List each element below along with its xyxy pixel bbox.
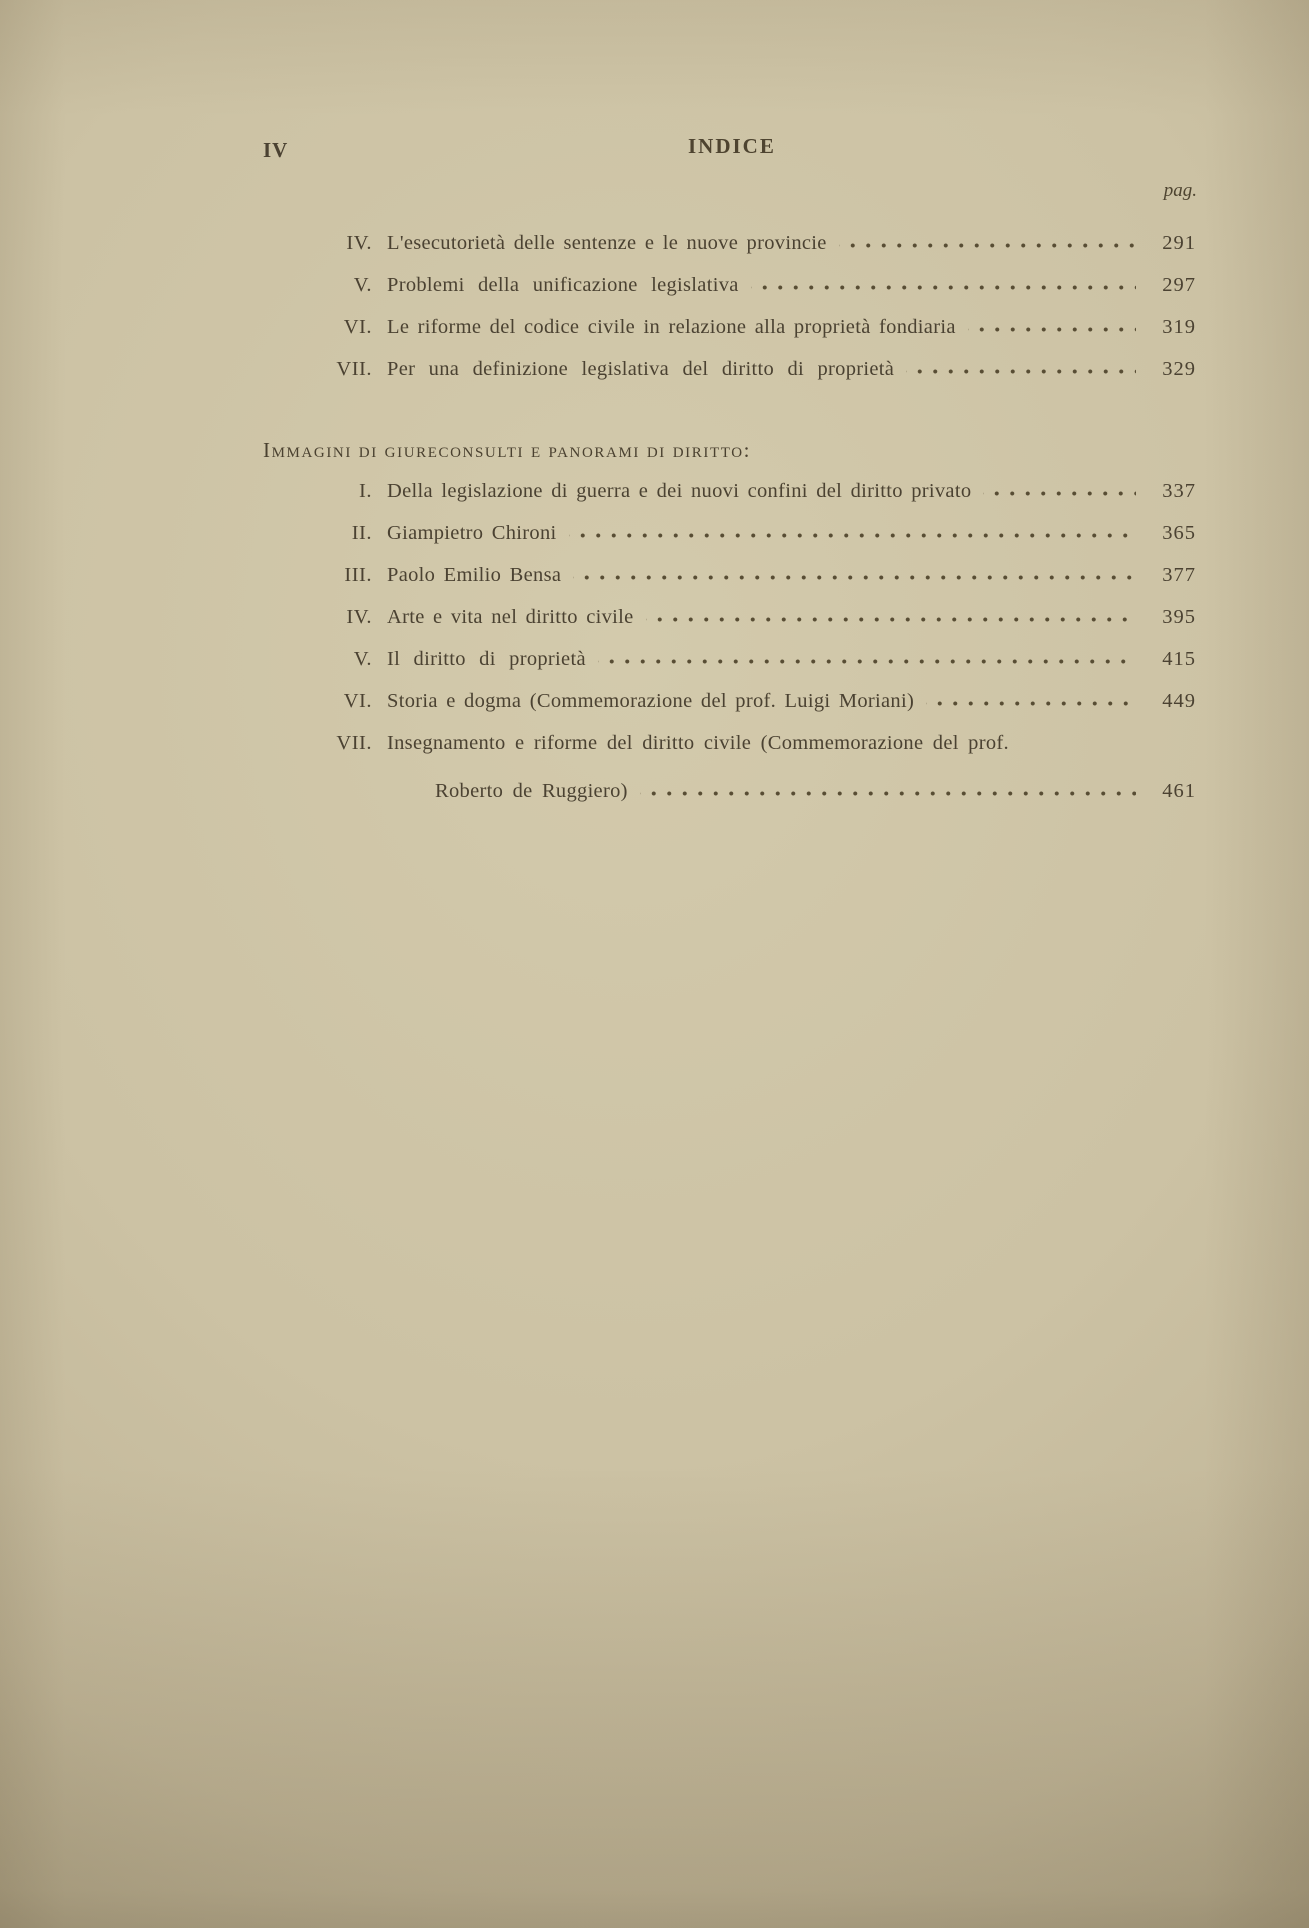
- dot-leader: [598, 658, 1136, 665]
- folio-number: IV: [263, 138, 289, 162]
- entry-page-number: 415: [1162, 648, 1196, 670]
- entry-title-continuation: Roberto de Ruggiero): [435, 780, 628, 802]
- entry-title: Storia e dogma (Commemorazione del prof. Luigi Moriani): [387, 690, 915, 712]
- entry-page-number: 365: [1162, 522, 1196, 544]
- toc-entry-two-line: [310, 724, 1196, 808]
- entry-numeral: VI.: [343, 316, 372, 338]
- entry-title: Giampietro Chironi: [387, 522, 557, 544]
- entry-title: L'esecutorietà delle sentenze e le nuove provincie: [387, 232, 827, 254]
- dot-leader: [926, 700, 1136, 707]
- entry-page-number: 337: [1162, 480, 1196, 502]
- toc-entry: [310, 308, 1196, 350]
- entry-title: Paolo Emilio Bensa: [387, 564, 562, 586]
- dot-leader: [751, 284, 1136, 291]
- entry-title: Le riforme del codice civile in relazione alla proprietà fondiaria: [387, 316, 956, 338]
- toc-entry: [310, 556, 1196, 598]
- toc-entry: [310, 350, 1196, 392]
- entry-page-number: 461: [1162, 780, 1196, 802]
- entry-numeral: V.: [353, 274, 372, 296]
- entry-title-line-2: [387, 774, 1196, 816]
- toc-entry: [310, 640, 1196, 682]
- page-title: INDICE: [688, 134, 776, 158]
- entry-numeral: IV.: [346, 606, 372, 628]
- section-heading: Immagini di giureconsulti e panorami di diritto:: [263, 438, 752, 462]
- dot-leader: [968, 326, 1136, 333]
- entry-title: Arte e vita nel diritto civile: [387, 606, 634, 628]
- entry-title: Per una definizione legislativa del diritto di proprietà: [387, 358, 895, 380]
- toc-section-appendix: [310, 224, 1196, 392]
- entry-title-line-1: Insegnamento e riforme del diritto civile (Commemorazione del prof.: [387, 732, 1009, 754]
- entry-numeral: I.: [359, 480, 372, 502]
- entry-page-number: 319: [1162, 316, 1196, 338]
- toc-entry: [310, 514, 1196, 556]
- entry-title: Il diritto di proprietà: [387, 648, 586, 670]
- entry-numeral: III.: [344, 564, 372, 586]
- entry-numeral: VII.: [336, 732, 372, 754]
- entry-page-number: 449: [1162, 690, 1196, 712]
- toc-section-immagini: [310, 472, 1196, 808]
- dot-leader: [983, 490, 1136, 497]
- toc-entry: [310, 598, 1196, 640]
- entry-numeral: VII.: [336, 358, 372, 380]
- dot-leader: [646, 616, 1136, 623]
- entry-title: Della legislazione di guerra e dei nuovi confini del diritto privato: [387, 480, 972, 502]
- page-column-label: pag.: [1163, 180, 1197, 201]
- entry-title-block: [387, 732, 1196, 816]
- dot-leader: [573, 574, 1136, 581]
- toc-entry: [310, 266, 1196, 308]
- entry-page-number: 297: [1162, 274, 1196, 296]
- entry-numeral: II.: [351, 522, 372, 544]
- dot-leader: [839, 242, 1136, 249]
- toc-entry: [310, 472, 1196, 514]
- entry-numeral: IV.: [346, 232, 372, 254]
- dot-leader: [640, 790, 1136, 797]
- entry-page-number: 377: [1162, 564, 1196, 586]
- entry-page-number: 395: [1162, 606, 1196, 628]
- entry-page-number: 329: [1162, 358, 1196, 380]
- toc-entry: [310, 224, 1196, 266]
- entry-numeral: VI.: [343, 690, 372, 712]
- dot-leader: [906, 368, 1136, 375]
- toc-entry: [310, 682, 1196, 724]
- dot-leader: [569, 532, 1136, 539]
- entry-page-number: 291: [1162, 232, 1196, 254]
- entry-numeral: V.: [353, 648, 372, 670]
- entry-title: Problemi della unificazione legislativa: [387, 274, 739, 296]
